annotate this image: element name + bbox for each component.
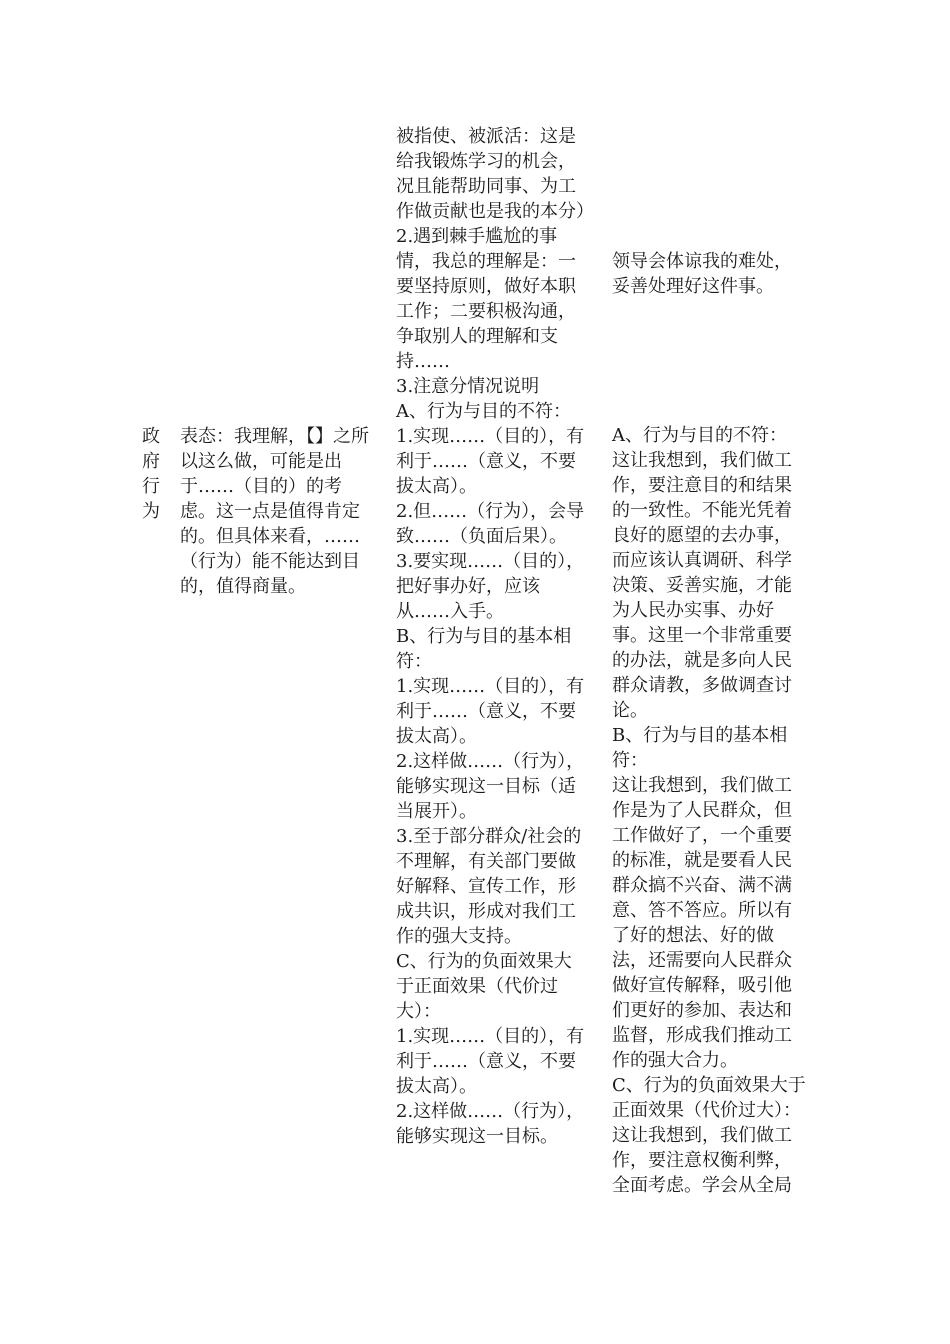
answer-paragraph: 1.实现……（目的），有利于……（意义，不要拔太高）。 (396, 426, 585, 497)
insight-paragraph: 这让我想到，我们做工作，要注意目的和结果的一致性。不能光凭着良好的愿望的去办事，而应该认真调研、科学决策、妥善实施，才能为人民办实事、办好事。这里一个非常重要的办法，就是多向人民群众请教，多做调查讨论。 (612, 450, 792, 721)
insight-paragraph: B、行为与目的基本相符： (612, 725, 788, 771)
answer-cell (396, 124, 594, 1149)
insight-paragraph: 这让我想到，我们做工作是为了人民群众，但工作做好了，一个重要的标准，就是要看人民群众搞不兴奋、满不满意、答不答应。所以有了好的想法、好的做法，还需要向人民群众做好宣传解释，吸引他们更好的参加、表达和监督，形成我们推动工作的强大合力。 (612, 775, 792, 1071)
category-cell (140, 424, 162, 524)
answer-paragraph: A、行为与目的不符： (396, 401, 571, 422)
answer-paragraph: 2.这样做……（行为），能够实现这一目标（适当展开）。 (396, 751, 585, 822)
answer-paragraph: 1.实现……（目的），有利于……（意义，不要拔太高）。 (396, 1026, 585, 1097)
insight-paragraph: C、行为的负面效果大于正面效果（代价过大）： (612, 1075, 806, 1121)
insight-spacer (612, 299, 806, 423)
insight-cell (612, 249, 806, 1198)
answer-paragraph: 2.遇到棘手尴尬的事情，我总的理解是：一要坚持原则，做好本职工作；二要积极沟通，争取别人的理解和支持…… (396, 226, 576, 372)
category-label: 政府行为 (142, 426, 160, 522)
stance-cell (180, 424, 375, 599)
answer-paragraph: 2.这样做……（行为），能够实现这一目标。 (396, 1101, 585, 1147)
answer-paragraph: C、行为的负面效果大于正面效果（代价过大）： (396, 951, 572, 1022)
insight-paragraph: 这让我想到，我们做工作，要注意权衡利弊，全面考虑。学会从全局 (612, 1125, 792, 1196)
answer-paragraph: 被指使、被派活：这是给我锻炼学习的机会，况且能帮助同事、为工作做贡献也是我的本分） (396, 126, 594, 222)
stance-text: 表态：我理解，【】之所以这么做，可能是出于……（目的）的考虑。这一点是值得肯定的。但具体来看，……（行为）能不能达到目的，值得商量。 (180, 426, 369, 597)
answer-paragraph: 3.至于部分群众/社会的不理解，有关部门要做好解释、宣传工作，形成共识，形成对我们工作的强大支持。 (396, 826, 582, 947)
answer-paragraph: B、行为与目的基本相符： (396, 626, 572, 672)
answer-paragraph: 3.注意分情况说明 (396, 376, 540, 397)
insight-top-text: 领导会体谅我的难处，妥善处理好这件事。 (612, 251, 792, 297)
answer-paragraph: 2.但……（行为），会导致……（负面后果）。 (396, 501, 585, 547)
insight-paragraph: A、行为与目的不符： (612, 425, 787, 446)
answer-paragraph: 1.实现……（目的），有利于……（意义，不要拔太高）。 (396, 676, 585, 747)
answer-paragraph: 3.要实现……（目的），把好事办好，应该从……入手。 (396, 551, 585, 622)
